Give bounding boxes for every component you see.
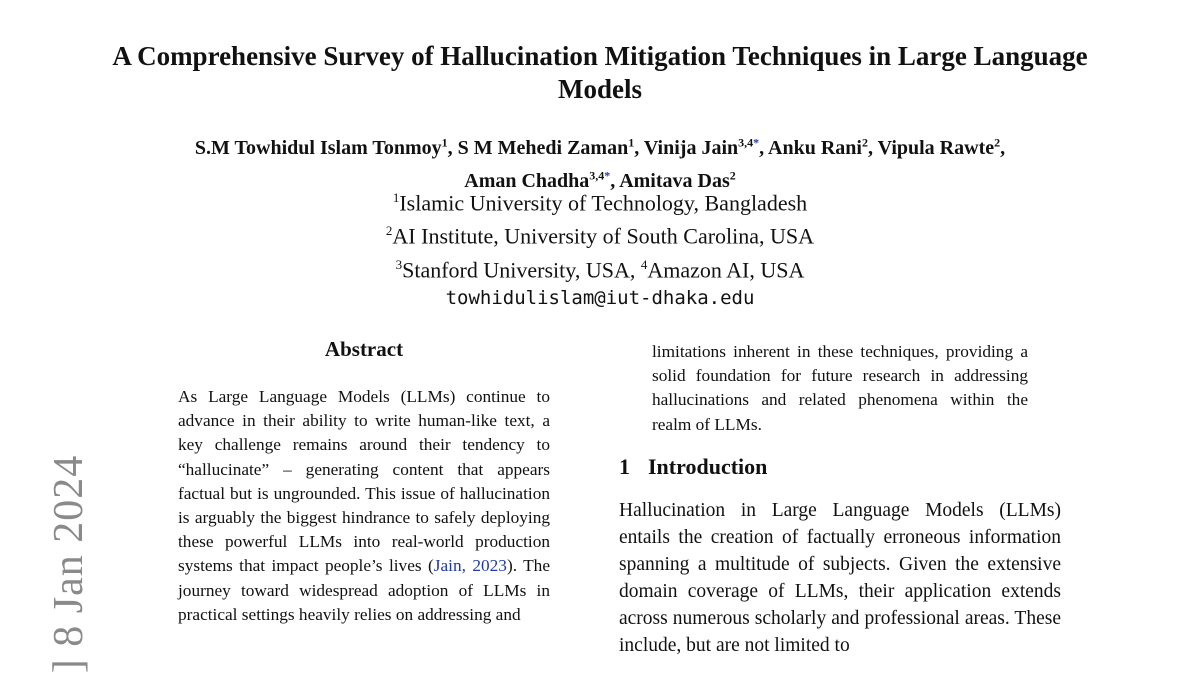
author: S.M Towhidul Islam Tonmoy$^1$, [194,135,458,159]
section-number: 1 [619,454,630,479]
affiliation-line: $^3$Stanford University, USA, $^4$Amazon AI, USA [395,256,805,282]
author-name: Vinija Jain [643,136,739,159]
author-affil: 1 [441,135,448,149]
author-name: Aman Chadha [464,170,590,193]
author-name: S.M Towhidul Islam Tonmoy [194,136,442,159]
author: Vinija Jain$^{3,4*}$, [643,135,769,159]
author: Anku Rani$^2$, [768,135,878,159]
author: Aman Chadha$^{3,4*}$, [464,168,620,193]
author-name: Vipula Rawte [877,136,995,159]
author-affil: 3,4 [589,168,605,183]
section-heading-introduction: 1 Introduction [619,454,768,479]
introduction-body: Hallucination in Large Language Models (LLMs) entails the creation of factually erroneous information spanning a multitude of subjects. Given the extensive domain coverage of LLMs, their application extends across numerous scholarly and professional areas. These include, but are not limited to [619,500,1061,656]
contact-email[interactable]: towhidulislam@iut-dhaka.edu [445,286,755,309]
affiliations [200,184,1000,312]
author-name: S M Mehedi Zaman [457,136,629,159]
arxiv-sidebar-date: ] 8 Jan 2024 [46,454,93,673]
author: Vipula Rawte$^2$, [877,135,1006,159]
abstract-body: As Large Language Models (LLMs) continue to advance in their ability to write human-like text, a key challenge remains around their tendency to “hallucinate” – generating content that appears factual but is ungrounded. This issue of hallucination is arguably the biggest hindrance to safely deploying these powerful LLMs into real-world production systems that impact people’s lives (Jain, 2023). The journey toward widespread adoption of LLMs in practical settings heavily relies on addressing and [178,387,550,624]
affiliation-line: $^2$AI Institute, University of South Carolina, USA [385,223,815,249]
corresponding-star[interactable]: * [604,168,611,183]
abstract-heading: Abstract [324,337,404,361]
corresponding-star[interactable]: * [753,135,760,149]
author-affil: 2 [861,135,868,149]
author-name: Amitava Das [619,170,730,193]
author-affil: 1 [628,135,635,149]
affiliation-line: $^1$Islamic University of Technology, Bangladesh [392,190,808,216]
citation-link[interactable]: Jain, 2023 [433,556,507,576]
author-affil: 2 [994,135,1001,149]
author-affil: 2 [729,168,736,183]
paper-title: A Comprehensive Survey of Hallucination Mitigation Techniques in Large Language Models [112,41,1088,104]
author-name: Anku Rani [768,136,862,159]
author: S M Mehedi Zaman$^1$, [457,135,644,159]
abstract-continuation: limitations inherent in these techniques, providing a solid foundation for future research in addressing hallucinations and related phenomena within the realm of LLMs. [652,342,1028,434]
author-affil: 3,4 [738,135,754,149]
